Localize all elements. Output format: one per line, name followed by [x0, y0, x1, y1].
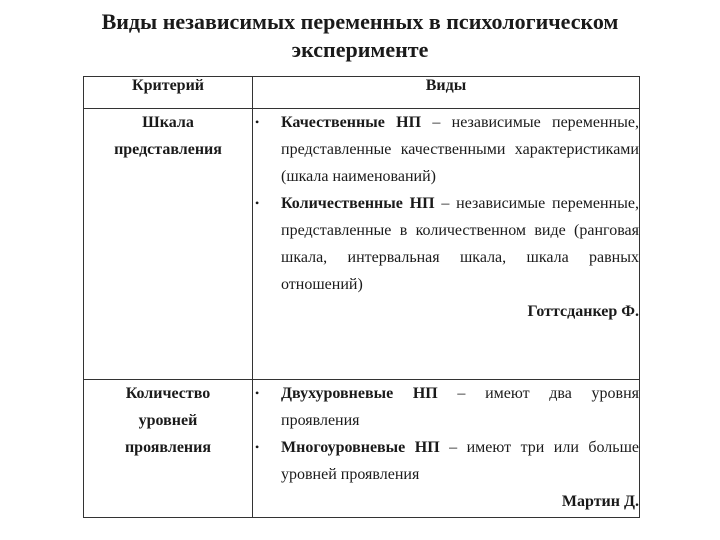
list-item	[253, 380, 639, 434]
table-row	[84, 109, 640, 380]
source-author: Готтсданкер Ф.	[527, 303, 639, 320]
title-line-2: эксперименте	[291, 37, 429, 62]
item-text	[281, 109, 639, 190]
bullet-icon: •	[255, 196, 260, 210]
item-text	[281, 190, 639, 298]
list-item	[253, 434, 639, 488]
types-cell	[253, 109, 640, 380]
list-item	[253, 109, 639, 190]
item-definition: – имеют два уровня проявления	[281, 385, 639, 429]
table-row	[84, 380, 640, 518]
criterion-line: уровней	[138, 412, 198, 429]
item-term: Многоуровневые НП	[281, 439, 440, 456]
item-term: Качественные НП	[281, 114, 422, 131]
criterion-line: проявления	[124, 439, 212, 456]
item-definition: – независимые переменные, представленные качественными характеристиками (шкала наименований)	[281, 114, 639, 185]
criterion-cell	[84, 109, 253, 380]
title-line-1: Виды независимых переменных в психологическом	[101, 9, 619, 34]
table-header-row	[84, 77, 640, 109]
item-text	[281, 434, 639, 488]
criterion-line: Количество	[125, 385, 211, 402]
types-cell	[253, 380, 640, 518]
item-term: Количественные НП	[281, 195, 435, 212]
page-title	[0, 8, 720, 64]
criterion-cell	[84, 380, 253, 518]
bullet-icon: •	[255, 386, 260, 400]
item-term: Двухуровневые НП	[281, 385, 438, 402]
bullet-icon: •	[255, 115, 260, 129]
header-types: Виды	[253, 77, 640, 109]
bullet-icon: •	[255, 440, 260, 454]
item-definition: – имеют три или больше уровней проявления	[281, 439, 639, 483]
item-definition: – независимые переменные, представленные в количественном виде (ранговая шкала, интервальная шкала, шкала равных отношений)	[281, 195, 639, 293]
criterion-line: Шкала	[142, 114, 194, 131]
list-item	[253, 190, 639, 298]
item-text	[281, 380, 639, 434]
criterion-line: представления	[114, 141, 222, 158]
header-criterion: Критерий	[84, 77, 253, 109]
iv-types-table	[83, 76, 640, 518]
source-author: Мартин Д.	[561, 493, 639, 510]
